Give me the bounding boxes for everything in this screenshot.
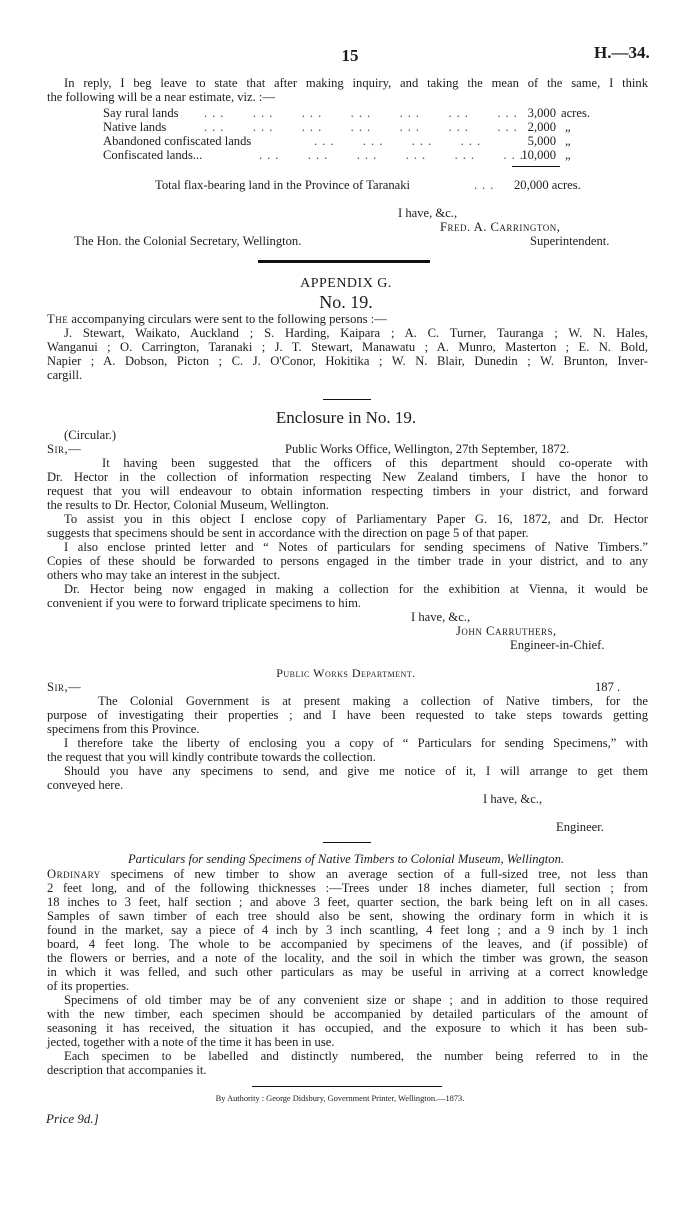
first-line-rest: specimens of new timber to show an average section of a full-sized tree, not less than <box>100 867 648 881</box>
dot-leader: ... ... ... ... <box>314 134 486 148</box>
para-line: the results to Dr. Hector, Colonial Museum, Wellington. <box>47 498 329 512</box>
salutation <box>47 680 81 694</box>
circular-label: (Circular.) <box>64 428 117 442</box>
sum-rule <box>512 166 560 167</box>
recipients-line-2: Wanganui ; O. Carrington, Taranaki ; J. T. Stewart, Manawatu ; A. Munro, Masterton ; E. N. Bold, <box>47 340 648 354</box>
para-line: It having been suggested that the officers of this department should co-operate with <box>102 456 648 470</box>
para-line: Specimens of old timber may be of any convenient size or shape ; and in addition to those required <box>64 993 648 1007</box>
para-line: Samples of sawn timber of each tree should also be sent, showing the ordinary form in which it is <box>47 909 648 923</box>
reply-line-1: In reply, I beg leave to state that after making inquiry, and taking the mean of the same, I think <box>64 76 648 90</box>
row-value: 5,000 <box>527 134 556 148</box>
section-divider <box>323 399 371 400</box>
recipients-line-3: Napier ; A. Dobson, Picton ; C. J. O'Conor, Hokitika ; W. N. Blair, Dunedin ; W. Brunton, Inver- <box>47 354 648 368</box>
recipients-line-4: cargill. <box>47 368 83 382</box>
para-line: description that accompanies it. <box>47 1063 207 1077</box>
appendix-number: No. 19. <box>319 292 373 312</box>
date-year: 187 . <box>595 680 621 694</box>
para-line: with the new timber, each specimen should be accompanied by detailed particulars of the amount of <box>47 1007 648 1021</box>
para-line: the flowers or berries, and a note of the locality, and the soil in which the timber was grown, the season <box>47 951 648 965</box>
salutation-text: Sir,— <box>47 442 82 456</box>
sign-off: I have, &c., <box>483 792 543 806</box>
para-line: request that you will endeavour to obtain information respecting timbers in your district, and forward <box>47 484 648 498</box>
dot-leader: ... ... ... ... ... ... ... <box>204 106 522 120</box>
reply-line-2: the following will be a near estimate, viz. :— <box>47 90 276 104</box>
total-value: 20,000 acres. <box>514 178 581 192</box>
row-label: Native lands <box>103 120 167 134</box>
recipients-line-1: J. Stewart, Waikato, Auckland ; S. Harding, Kaipara ; A. C. Turner, Tauranga ; W. N. Hales, <box>64 326 648 340</box>
addressee: The Hon. the Colonial Secretary, Wellington. <box>74 234 302 248</box>
dot-leader: ... ... ... ... ... ... ... <box>204 120 522 134</box>
para-line: in which it was felled, and such other particulars as may be useful in arriving at a correct knowledge <box>47 965 648 979</box>
signatory-title: Engineer-in-Chief. <box>510 638 605 652</box>
row-value: 2,000 <box>527 120 556 134</box>
para-line: 2 feet long, and of the following thicknesses :—Trees under 18 inches diameter, full section ; from <box>47 881 648 895</box>
appendix-intro <box>47 312 387 326</box>
para-line: Each specimen to be labelled and distinctly numbered, the number being referred to in the <box>64 1049 648 1063</box>
row-unit: „ <box>565 134 571 148</box>
para-line: Dr. Hector in the collection of information respecting New Zealand timbers, I have the honor to <box>47 470 648 484</box>
para-line: I also enclose printed letter and “ Notes of particulars for sending specimens of Native Timbers.” <box>64 540 648 554</box>
appendix-heading: APPENDIX G. <box>300 276 392 291</box>
sign-off: I have, &c., <box>411 610 471 624</box>
pwd-heading: Public Works Department. <box>276 666 416 680</box>
page-number: 15 <box>341 46 359 65</box>
para-line: conveyed here. <box>47 778 124 792</box>
total-label: Total flax-bearing land in the Province of Taranaki <box>155 178 411 192</box>
para-line: purpose of investigating their properties ; and I have been requested to take steps towards getting <box>47 708 648 722</box>
para-line: specimens from this Province. <box>47 722 200 736</box>
row-unit: „ <box>565 120 571 134</box>
para-line: jected, together with a note of the time it has been in use. <box>47 1035 335 1049</box>
printer-imprint: By Authority : George Didsbury, Government Printer, Wellington.—1873. <box>215 1094 465 1103</box>
salutation-text: Sir,— <box>47 680 82 694</box>
section-divider <box>258 260 430 263</box>
footer-rule <box>252 1086 442 1087</box>
para-line: Copies of these should be forwarded to persons engaged in the timber trade in your district, and to any <box>47 554 648 568</box>
para-line: To assist you in this object I enclose copy of Parliamentary Paper G. 16, 1872, and Dr. Hector <box>64 512 648 526</box>
para-line: of its properties. <box>47 979 130 993</box>
para-line: convenient if you were to forward triplicate specimens to him. <box>47 596 362 610</box>
particulars-title: Particulars for sending Specimens of Native Timbers to Colonial Museum, Wellington. <box>127 852 565 866</box>
section-divider <box>323 842 371 843</box>
intro-rest: accompanying circulars were sent to the following persons :— <box>68 312 387 326</box>
para-line: found in the market, say a piece of 4 inch by 3 inch scantling, 4 feet long ; and a 9 inch by 1 inch <box>47 923 648 937</box>
para-line: The Colonial Government is at present making a collection of Native timbers, for the <box>98 694 648 708</box>
dot-leader: ... ... ... ... ... ... <box>259 148 528 162</box>
price: Price 9d.] <box>46 1111 99 1126</box>
para-line: seasoning it has received, the situation it has occupied, and the exposure to which it has been sub- <box>47 1021 648 1035</box>
row-label: Confiscated lands... <box>103 148 203 162</box>
dateline: Public Works Office, Wellington, 27th September, 1872. <box>285 442 570 456</box>
para-line: I therefore take the liberty of enclosing you a copy of “ Particulars for sending Specimens,” with <box>64 736 648 750</box>
signatory-name: Fred. A. Carrington, <box>440 220 561 234</box>
para-line: board, 4 feet long. The whole to be accompanied by specimens of the leaves, and (if possible) of <box>47 937 648 951</box>
row-label: Say rural lands <box>103 106 179 120</box>
first-word: Ordinary <box>47 867 101 881</box>
para-line: the request that you will kindly contribute towards the collection. <box>47 750 376 764</box>
document-code: H.—34. <box>594 43 650 62</box>
row-unit: acres. <box>561 106 591 120</box>
para-line <box>47 867 648 881</box>
row-label: Abandoned confiscated lands <box>103 134 252 148</box>
para-line: 18 inches to 3 feet, half section ; and above 3 feet, quarter section, the bark being left on in all cases. <box>47 895 648 909</box>
intro-first-word: The <box>47 312 69 326</box>
row-value: 10,000 <box>521 148 556 162</box>
para-line: suggests that specimens should be sent in accordance with the direction on page 5 of that paper. <box>47 526 529 540</box>
signatory-name: John Carruthers, <box>456 624 557 638</box>
row-value: 3,000 <box>527 106 556 120</box>
dot-leader: ... <box>474 178 499 192</box>
para-line: others who may take an interest in the subject. <box>47 568 281 582</box>
enclosure-heading: Enclosure in No. 19. <box>275 408 417 427</box>
sign-off: I have, &c., <box>398 206 458 220</box>
salutation <box>47 442 81 456</box>
signatory-title: Engineer. <box>556 820 604 834</box>
row-unit: „ <box>565 148 571 162</box>
signatory-title: Superintendent. <box>530 234 610 248</box>
para-line: Dr. Hector being now engaged in making a collection for the exhibition at Vienna, it would be <box>64 582 648 596</box>
para-line: Should you have any specimens to send, and give me notice of it, I will arrange to get them <box>64 764 648 778</box>
